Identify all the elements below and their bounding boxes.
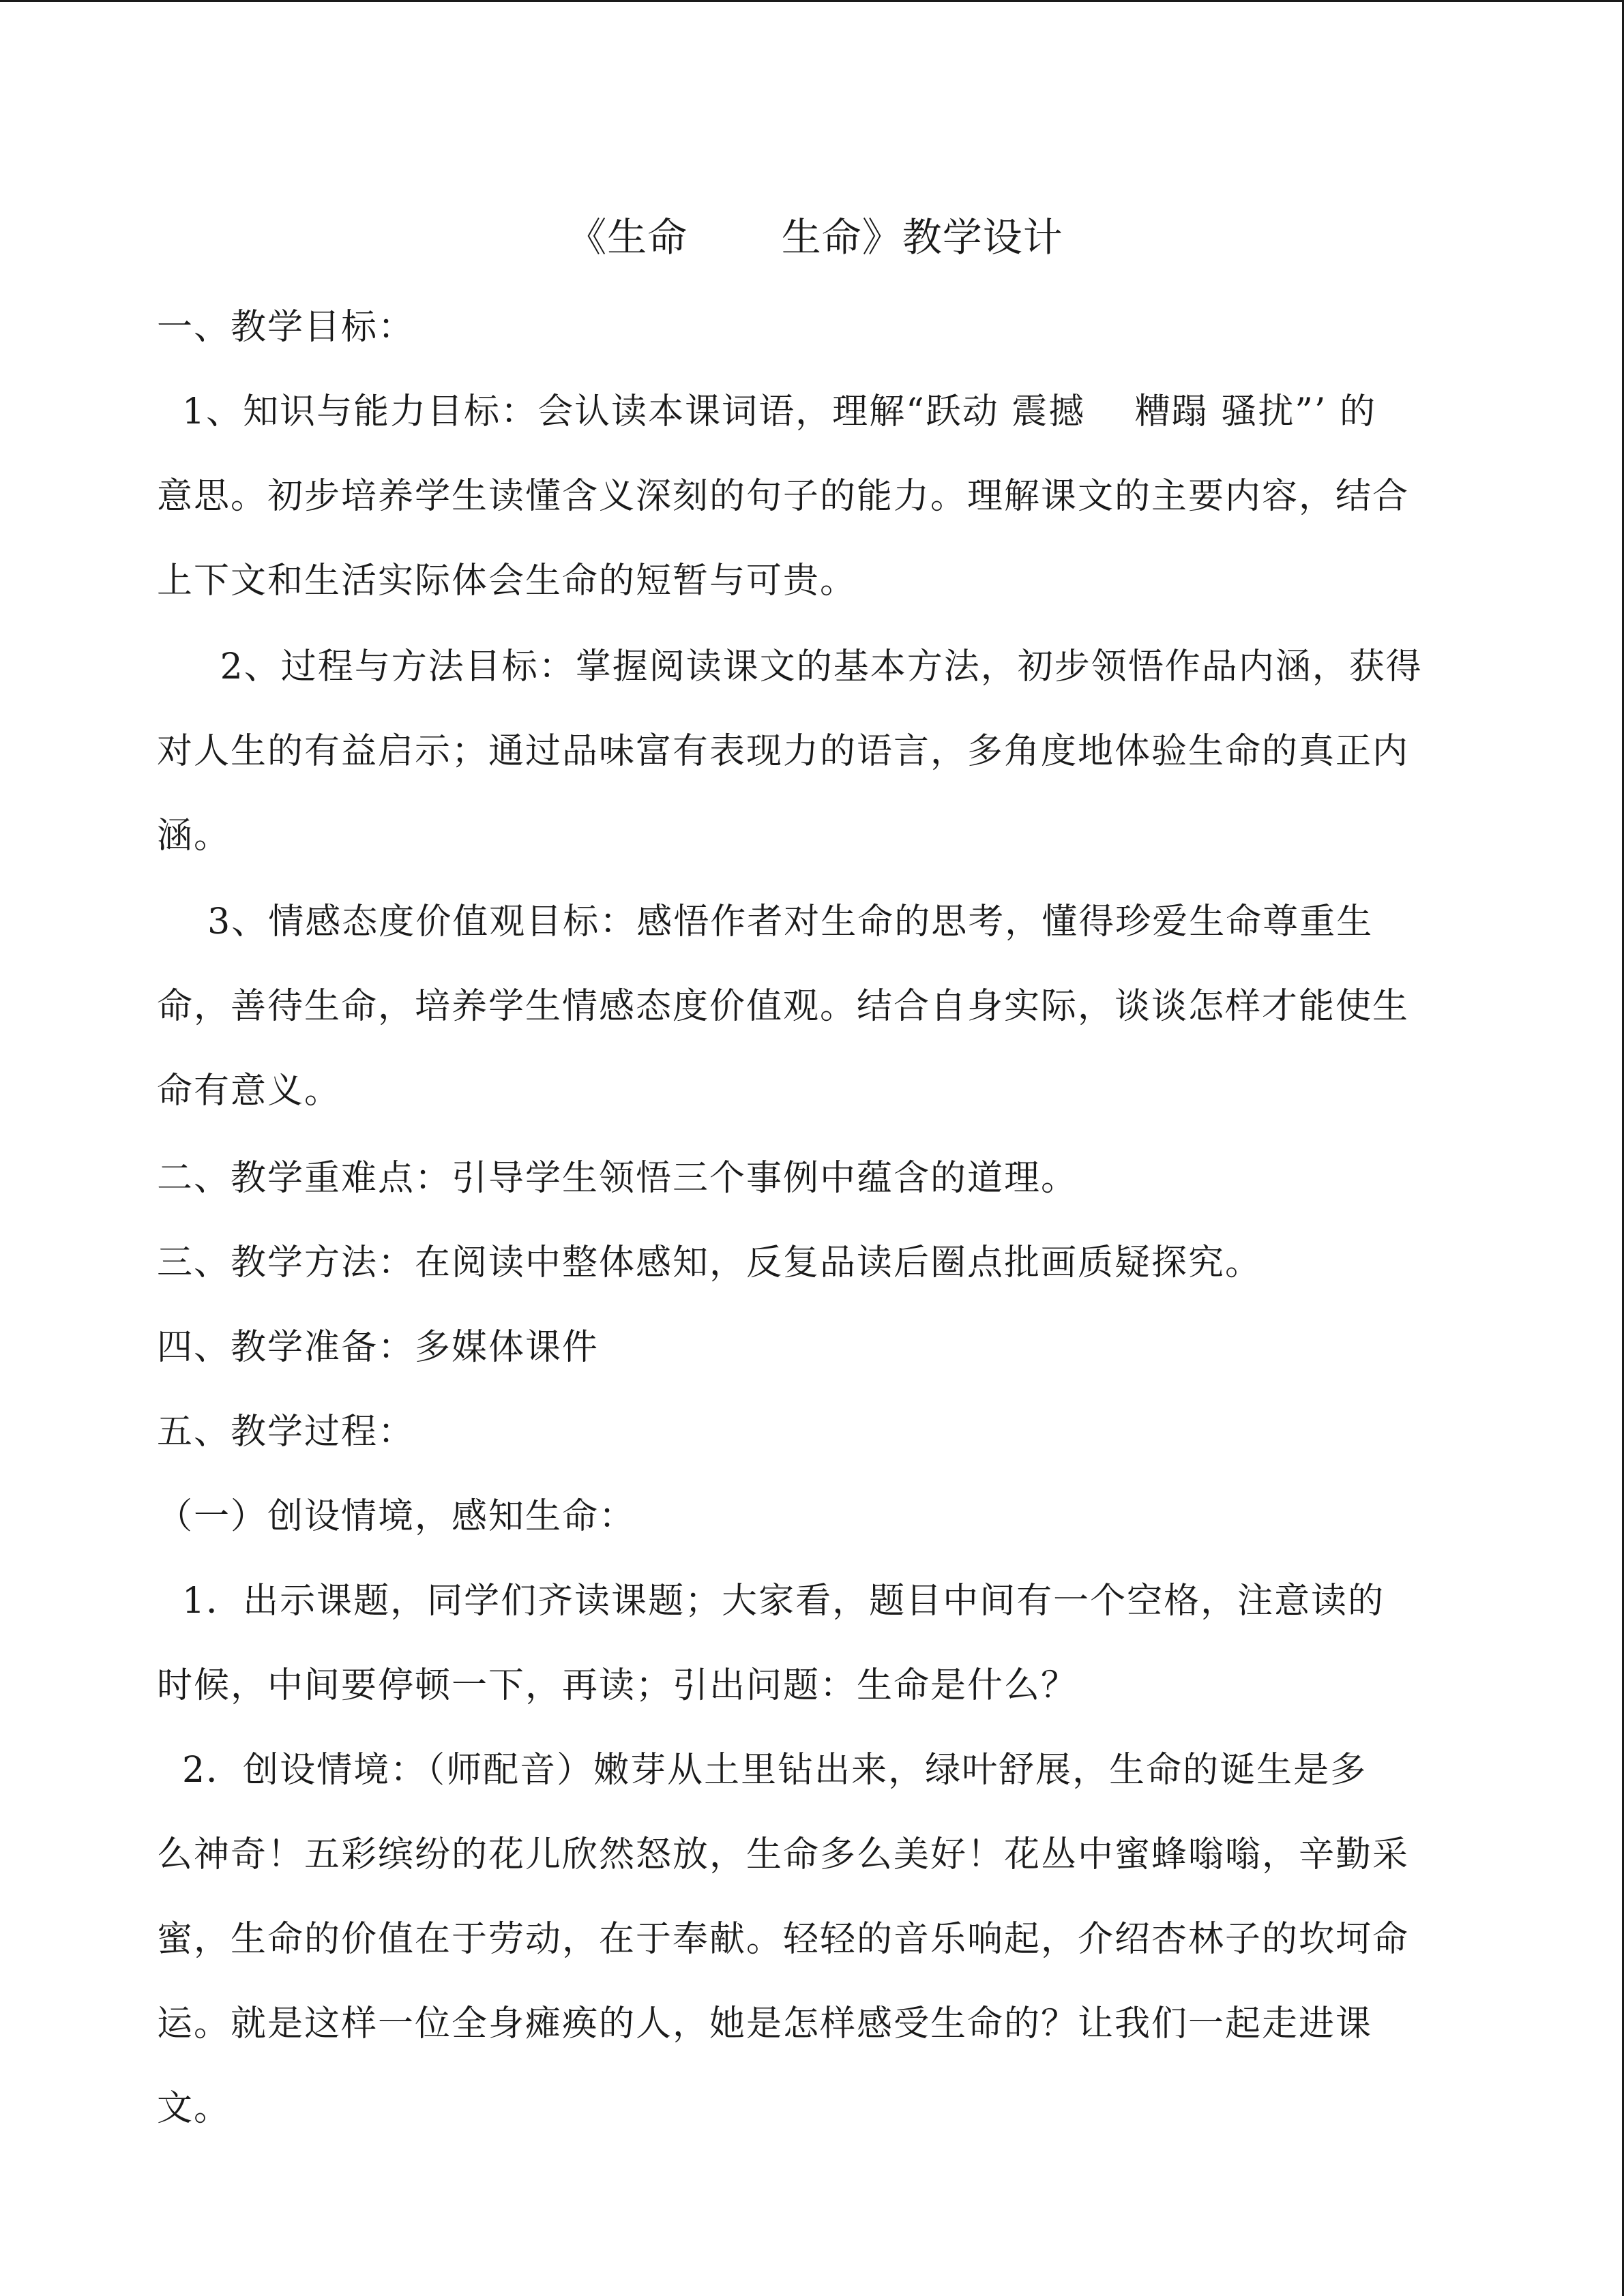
text-line: 三、教学方法：在阅读中整体感知，反复品读后圈点批画质疑探究。 — [157, 1242, 1263, 1283]
text-line: 2．创设情境：（师配音）嫩芽从土里钻出来，绿叶舒展，生命的诞生是多 — [157, 1750, 1368, 1791]
section-process-step-1-item-2 — [157, 1728, 1473, 2151]
text-line: 意思。初步培养学生读懂含义深刻的句子的能力。理解课文的主要内容，结合 — [157, 476, 1410, 517]
section-objective-1 — [157, 370, 1473, 623]
text-line: （一）创设情境，感知生命： — [157, 1496, 636, 1537]
section-objective-3 — [157, 880, 1473, 1133]
text-line: 命，善待生命，培养学生情感态度价值观。结合自身实际，谈谈怎样才能使生 — [157, 986, 1410, 1027]
page-top-border — [0, 0, 1624, 2]
section-process-step-1-item-1 — [157, 1559, 1473, 1728]
text-line: 四、教学准备：多媒体课件 — [157, 1327, 600, 1368]
text-line: 二、教学重难点：引导学生领悟三个事例中蕴含的道理。 — [157, 1158, 1078, 1199]
text-line: 么神奇！五彩缤纷的花儿欣然怒放，生命多么美好！花丛中蜜蜂嗡嗡，辛勤采 — [157, 1834, 1410, 1875]
text-line: 1、知识与能力目标：会认读本课词语，理解“跃动 震撼 糟蹋 骚扰”’ 的 — [157, 391, 1376, 432]
text-line: 五、教学过程： — [157, 1412, 415, 1452]
text-line: 运。就是这样一位全身瘫痪的人，她是怎样感受生命的？让我们一起走进课 — [157, 2003, 1373, 2044]
text-line: 2、过程与方法目标：掌握阅读课文的基本方法，初步领悟作品内涵，获得 — [157, 646, 1423, 687]
text-line: 蜜，生命的价值在于劳动，在于奉献。轻轻的音乐响起，介绍杏林子的坎坷命 — [157, 1919, 1410, 1960]
section-objectives-heading — [157, 285, 1473, 370]
section-methods — [157, 1221, 1473, 1305]
section-process-heading — [157, 1390, 1473, 1474]
text-line: 一、教学目标： — [157, 307, 415, 348]
text-line: 时候，中间要停顿一下，再读；引出问题：生命是什么？ — [157, 1665, 1078, 1706]
section-key-points — [157, 1136, 1473, 1221]
section-preparation — [157, 1305, 1473, 1390]
section-process-step-1-heading — [157, 1474, 1473, 1559]
text-line: 对人生的有益启示；通过品味富有表现力的语言，多角度地体验生命的真正内 — [157, 731, 1410, 772]
text-line: 文。 — [157, 2088, 231, 2129]
text-line: 上下文和生活实际体会生命的短暂与可贵。 — [157, 561, 857, 601]
text-line: 命有意义。 — [157, 1071, 342, 1112]
text-line: 1．出示课题，同学们齐读课题；大家看，题目中间有一个空格，注意读的 — [157, 1581, 1385, 1622]
section-objective-2 — [157, 625, 1473, 878]
document-title: 《生命 生命》教学设计 — [567, 214, 1063, 260]
text-line: 3、情感态度价值观目标：感悟作者对生命的思考，懂得珍爱生命尊重生 — [157, 901, 1374, 942]
text-line: 涵。 — [157, 816, 231, 856]
